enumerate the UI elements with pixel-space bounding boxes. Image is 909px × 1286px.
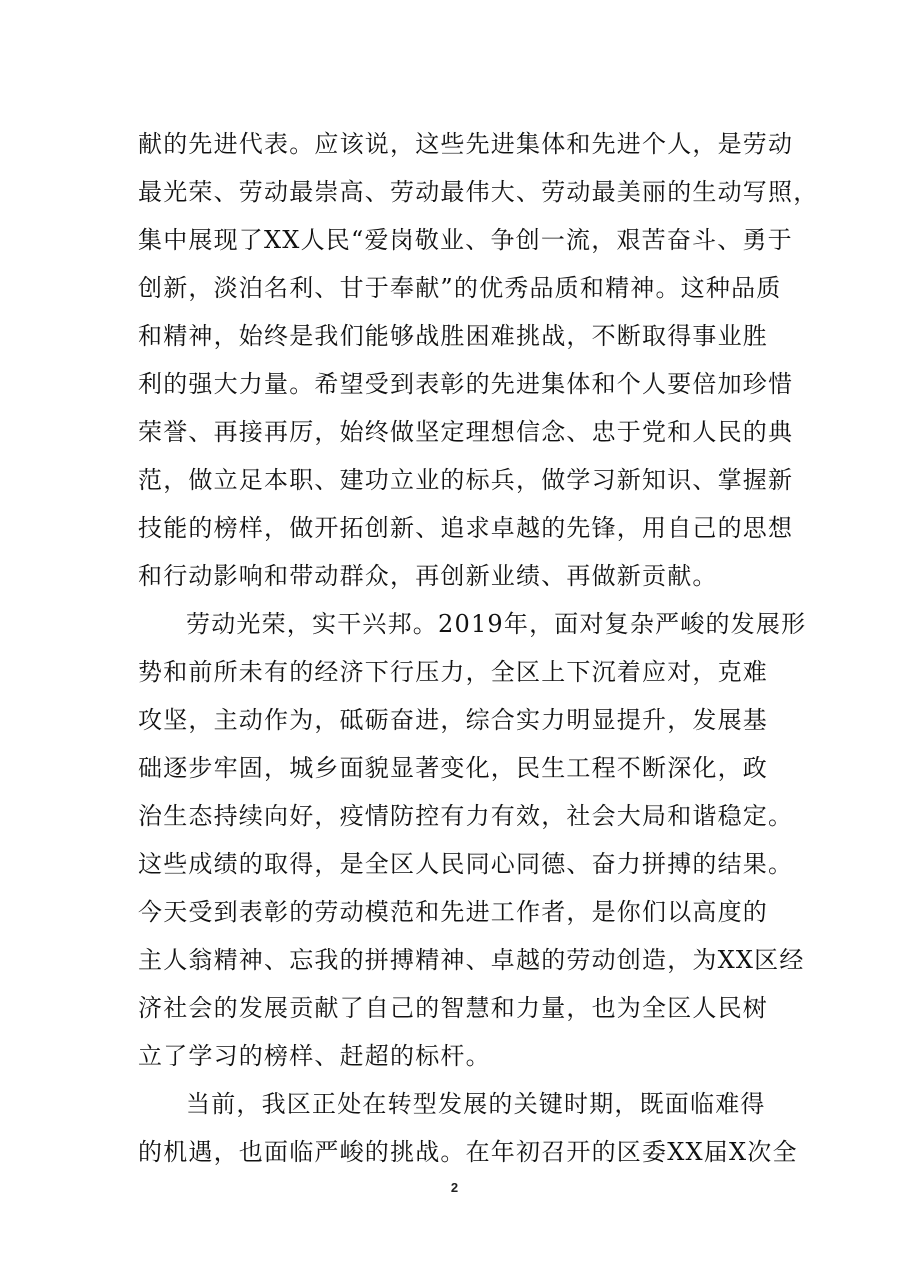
text-line: 和精神，始终是我们能够战胜困难挑战，不断取得事业胜 bbox=[138, 322, 768, 350]
paragraph bbox=[138, 600, 807, 1080]
text-line: 荣誉、再接再厉，始终做坚定理想信念、忠于党和人民的典 bbox=[138, 418, 794, 446]
text-line: 势和前所未有的经济下行压力，全区上下沉着应对，克难 bbox=[138, 658, 768, 686]
text-line: 主人翁精神、忘我的拼搏精神、卓越的劳动创造，为XX区经 bbox=[138, 946, 805, 974]
text-line: 攻坚，主动作为，砥砺奋进，综合实力明显提升，发展基 bbox=[138, 706, 768, 734]
text-line: 和行动影响和带动群众，再创新业绩、再做新贡献。 bbox=[138, 562, 718, 590]
text-line: 这些成绩的取得，是全区人民同心同德、奋力拼搏的结果。 bbox=[138, 850, 794, 878]
text-line: 集中展现了XX人民“爱岗敬业、争创一流，艰苦奋斗、勇于 bbox=[138, 226, 793, 254]
text-line: 创新，淡泊名利、甘于奉献”的优秀品质和精神。这种品质 bbox=[138, 274, 782, 302]
text-line: 劳动光荣，实干兴邦。2019年，面对复杂严峻的发展形 bbox=[186, 610, 807, 638]
text-line: 献的先进代表。应该说，这些先进集体和先进个人，是劳动 bbox=[138, 130, 794, 158]
text-line: 济社会的发展贡献了自己的智慧和力量，也为全区人民树 bbox=[138, 994, 768, 1022]
text-line: 利的强大力量。希望受到表彰的先进集体和个人要倍加珍惜 bbox=[138, 370, 794, 398]
text-line: 的机遇，也面临严峻的挑战。在年初召开的区委XX届X次全 bbox=[138, 1138, 798, 1166]
paragraph bbox=[138, 120, 819, 600]
text-line: 技能的榜样，做开拓创新、追求卓越的先锋，用自己的思想 bbox=[138, 514, 794, 542]
text-line: 治生态持续向好，疫情防控有力有效，社会大局和谐稳定。 bbox=[138, 802, 794, 830]
text-line: 立了学习的榜样、赶超的标杆。 bbox=[138, 1042, 491, 1070]
text-line: 最光荣、劳动最崇高、劳动最伟大、劳动最美丽的生动写照， bbox=[138, 178, 819, 206]
text-line: 范，做立足本职、建功立业的标兵，做学习新知识、掌握新 bbox=[138, 466, 794, 494]
text-line: 今天受到表彰的劳动模范和先进工作者，是你们以高度的 bbox=[138, 898, 768, 926]
page-number: 2 bbox=[450, 1180, 459, 1195]
document-body bbox=[138, 120, 819, 1176]
paragraph bbox=[138, 1080, 798, 1176]
text-line: 当前，我区正处在转型发展的关键时期，既面临难得 bbox=[186, 1090, 766, 1118]
text-line: 础逐步牢固，城乡面貌显著变化，民生工程不断深化，政 bbox=[138, 754, 768, 782]
